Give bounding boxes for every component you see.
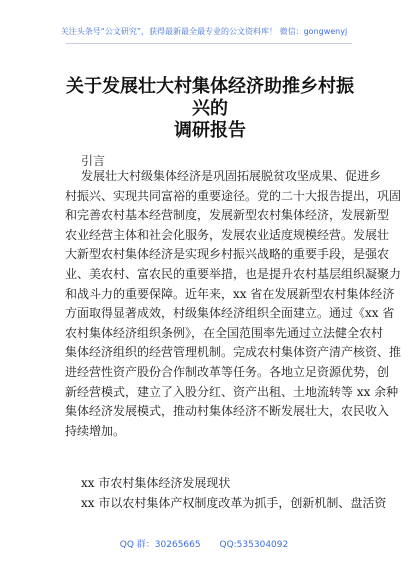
section-status-heading: xx 市农村集体经济发展现状 [81, 476, 231, 490]
section-intro-heading: 引言 [81, 154, 106, 168]
paragraph-line: 集体经济组织的经营管理机制。完成农村集体资产清产核资、推 [65, 345, 402, 360]
status-paragraph-line: xx 市以农村集体产权制度改革为抓手，创新机制、盘活资 [81, 496, 387, 510]
title-line-2: 调研报告 [174, 120, 246, 141]
paragraph-line: 大新型农村集体经济是实现乡村振兴战略的重要手段，是强农 [65, 247, 390, 262]
document-title [62, 76, 358, 142]
paragraph-line: 集体经济发展模式，推动村集体经济不断发展壮大，农民收入 [65, 404, 390, 419]
header-divider [66, 43, 352, 44]
header-promo-note: 关注头条号“公文研究”，获得最新最全最专业的公文资料库！ 微信：gongwenyj [60, 27, 348, 36]
paragraph-line: 业、美农村、富农民的重要举措，也是提升农村基层组织凝聚力 [65, 266, 402, 281]
paragraph-line: 村振兴、实现共同富裕的重要途径。党的二十大报告提出，巩固 [65, 188, 402, 203]
footer-qq-group: QQ 群：30265665 [119, 540, 201, 550]
paragraph-line: 农村集体经济组织条例》，在全国范围率先通过立法健全农村 [65, 325, 384, 340]
paragraph-line: 农业经营主体和社会化服务，发展农业适度规模经营。发展壮 [65, 227, 390, 242]
paragraph-line: 发展壮大村级集体经济是巩固拓展脱贫攻坚成果、促进乡 [81, 169, 382, 183]
paragraph-line: 和战斗力的重要保障。近年来，xx 省在发展新型农村集体经济 [65, 286, 395, 301]
title-line-1: 关于发展壮大村集体经济助推乡村振兴的 [66, 76, 354, 119]
footer-qq: QQ:535304092 [219, 540, 289, 550]
footer-contact [0, 537, 408, 550]
intro-paragraph [65, 167, 402, 441]
paragraph-line: 方面取得显著成效，村级集体经济组织全面建立。通过《xx 省 [65, 306, 395, 321]
paragraph-line: 进经营性资产股份合作制改革等任务。各地立足资源优势，创 [65, 364, 390, 379]
paragraph-line: 和完善农村基本经营制度，发展新型农村集体经济，发展新型 [65, 208, 390, 223]
paragraph-line: 持续增加。 [65, 423, 126, 438]
paragraph-line: 新经营模式，建立了入股分红、资产出租、土地流转等 xx 余种 [65, 384, 399, 399]
